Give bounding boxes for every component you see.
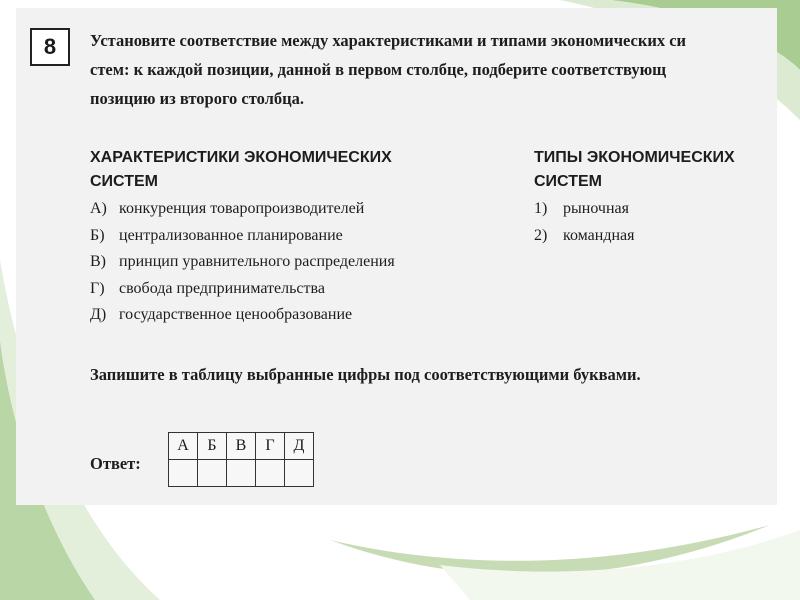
answer-cell-g[interactable] (256, 460, 285, 487)
item-marker: Б) (90, 226, 105, 244)
task-statement (90, 26, 770, 113)
task-line: позицию из второго столбца. (90, 89, 305, 108)
answer-cell-d[interactable] (285, 460, 314, 487)
answer-cell-v[interactable] (227, 460, 256, 487)
answer-cell-a[interactable] (169, 460, 198, 487)
task-line: стем: к каждой позиции, данной в первом столбце, подберите соответствующ (90, 60, 667, 79)
task-number: 8 (30, 28, 70, 66)
answer-input-row (169, 460, 314, 487)
types-heading: ТИПЫ ЭКОНОМИЧЕСКИХ СИСТЕМ (534, 149, 735, 190)
task-line: Установите соответствие между характеристиками и типами экономических си (90, 31, 687, 50)
answer-cell-b[interactable] (198, 460, 227, 487)
list-item (90, 276, 395, 303)
list-item (90, 196, 395, 223)
answer-header-row (169, 433, 314, 460)
task-scan (16, 8, 777, 505)
instruction-text: Запишите в таблицу выбранные цифры под соответствующими буквами. (90, 365, 641, 384)
list-item (534, 196, 635, 223)
list-item (90, 223, 395, 250)
item-text: принцип уравнительного распределения (119, 253, 395, 270)
item-marker: 1) (534, 200, 548, 217)
item-marker: 2) (534, 226, 548, 244)
answer-column-letter: В (227, 433, 256, 460)
item-text: командная (563, 226, 635, 244)
item-marker: Г) (90, 279, 105, 297)
list-item (534, 223, 635, 250)
item-text: централизованное планирование (119, 226, 343, 244)
types-list (534, 196, 635, 249)
answer-column-letter: Г (256, 433, 285, 460)
item-marker: А) (90, 200, 107, 217)
list-item (90, 249, 395, 276)
answer-table (168, 432, 314, 487)
answer-label: Ответ: (90, 454, 141, 473)
characteristics-heading: ХАРАКТЕРИСТИКИ ЭКОНОМИЧЕСКИХ СИСТЕМ (90, 149, 392, 190)
list-item (90, 302, 395, 329)
item-marker: В) (90, 253, 106, 270)
item-text: рыночная (563, 200, 629, 217)
answer-column-letter: А (169, 433, 198, 460)
item-text: государственное ценообразование (119, 306, 353, 323)
item-text: конкуренция товаропроизводителей (119, 200, 365, 217)
answer-column-letter: Б (198, 433, 227, 460)
item-marker: Д) (90, 306, 107, 323)
answer-column-letter: Д (285, 433, 314, 460)
item-text: свобода предпринимательства (119, 279, 325, 297)
characteristics-list (90, 196, 395, 329)
